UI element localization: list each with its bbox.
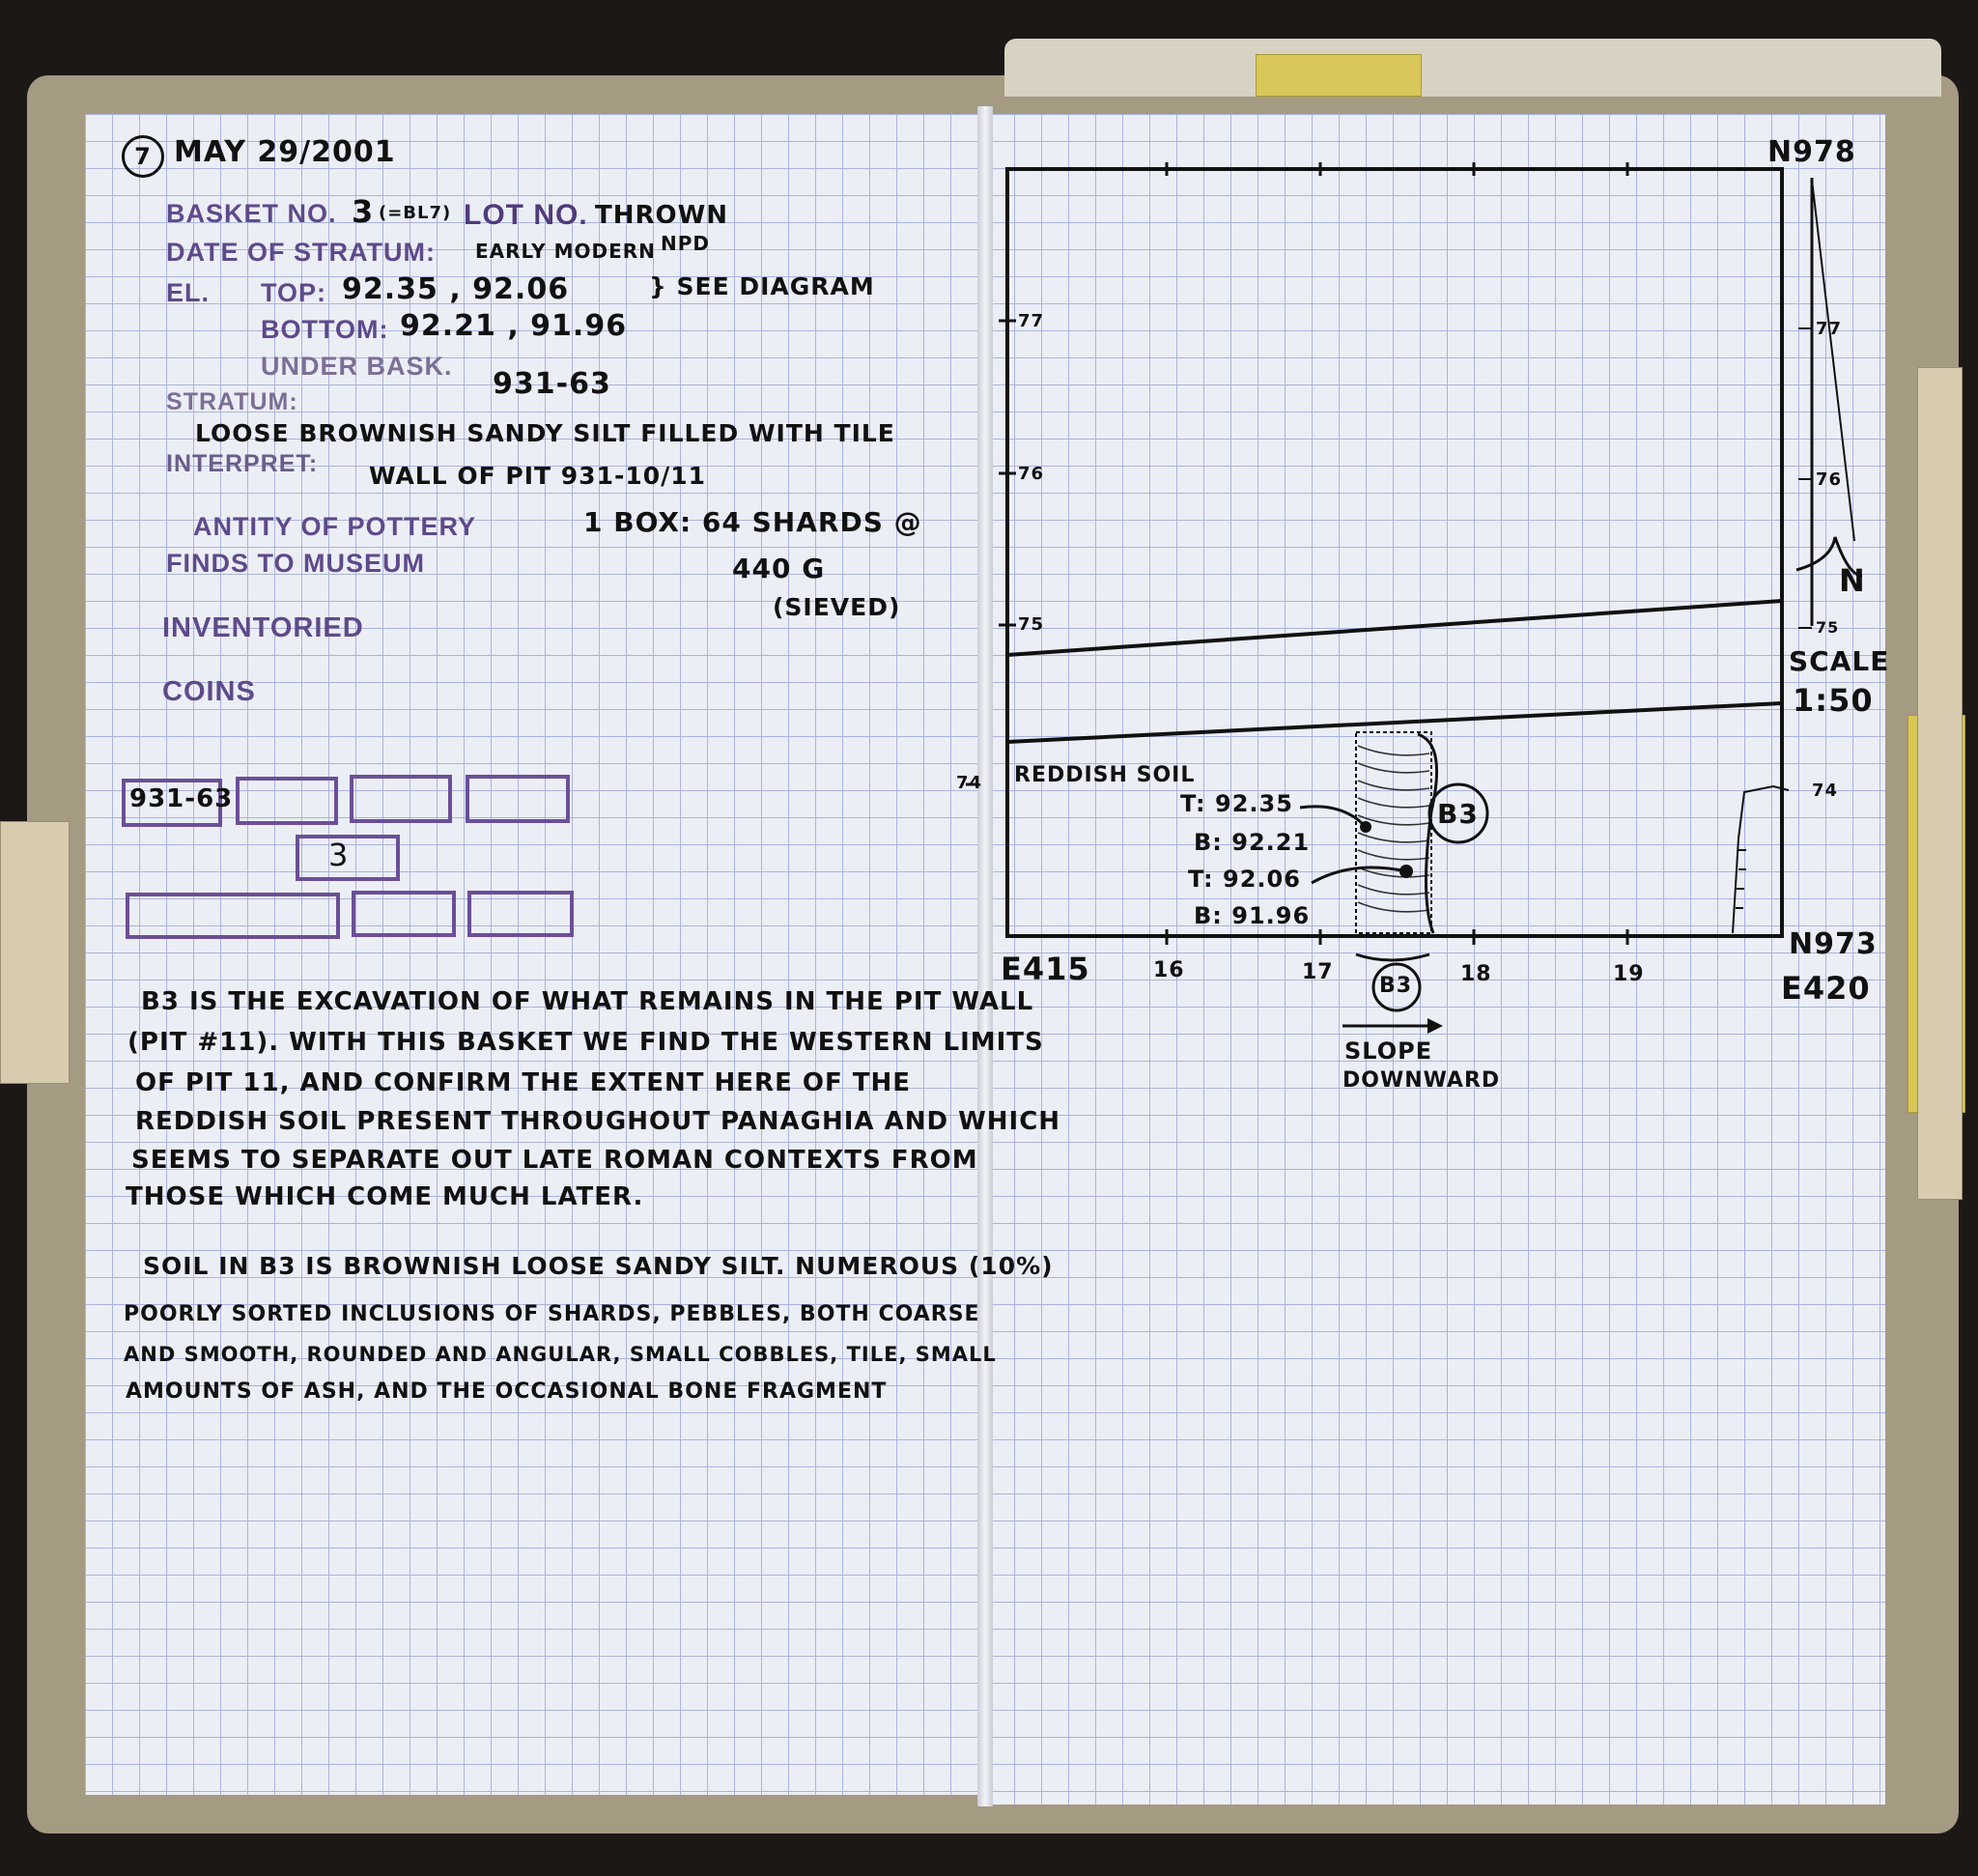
scale-value: 1:50 (1793, 682, 1874, 719)
grid-end-label: E420 (1781, 970, 1871, 1007)
section-frame (1007, 169, 1782, 936)
el-label: EL. (166, 278, 211, 307)
y-tick-left-76: 76 (1018, 464, 1045, 484)
note-line-2: (PIT #11). WITH THIS BASKET WE FIND THE WESTERN LIMITS (127, 1028, 1044, 1057)
stamp-box-basket-text: 931-63 (129, 784, 234, 813)
top-value: 92.35 , 92.06 (342, 272, 570, 306)
x-tick-16: 16 (1153, 958, 1185, 982)
upper-stratum-line (1007, 601, 1782, 655)
b3-hatched-area (1356, 732, 1431, 933)
x-tick-17: 17 (1302, 960, 1334, 984)
interpret-label: INTERPRET: (166, 450, 319, 477)
b3-label: B3 (1437, 798, 1479, 830)
day-number: 7 (122, 135, 164, 178)
corner-top-label: N978 (1767, 135, 1856, 169)
date-of-stratum-label: DATE OF STRATUM: (166, 238, 436, 267)
b3-bottom-label: B3 (1379, 974, 1413, 998)
inventoried-label: INVENTORIED (162, 612, 364, 643)
north-label: N (1839, 562, 1866, 599)
bottom-brace (1356, 954, 1429, 960)
y-tick-left-75: 75 (1018, 614, 1045, 635)
npd-note: NPD (661, 232, 710, 255)
elevation-top-1: T: 92.35 (1180, 790, 1293, 817)
under-basket-label: UNDER BASK. (261, 352, 453, 381)
quantity-value: 1 BOX: 64 SHARDS @ (583, 506, 922, 538)
quantity-label: ANTITY OF POTTERY (193, 512, 477, 541)
slope-arrow-head (1427, 1018, 1443, 1034)
lot-value: THROWN (595, 201, 729, 230)
corner-bottom-label: N973 (1789, 927, 1878, 961)
slope-label-2: DOWNWARD (1342, 1068, 1501, 1093)
b3-brace (1418, 734, 1437, 933)
interpret-value: WALL OF PIT 931-10/11 (369, 462, 707, 490)
scale-bar-ticks (1798, 328, 1812, 628)
note-line-4: REDDISH SOIL PRESENT THROUGHOUT PANAGHIA AND WHICH (135, 1107, 1061, 1136)
y-tick-right-76: 76 (1816, 469, 1843, 490)
stratum-value: LOOSE BROWNISH SANDY SILT FILLED WITH TILE (195, 419, 895, 447)
x-tick-18: 18 (1460, 962, 1492, 986)
elevation-bottom-2: B: 91.96 (1194, 902, 1311, 929)
elevation-dot-1 (1360, 821, 1371, 833)
stamp-box-center-text: 3 (328, 837, 350, 873)
see-diagram: } SEE DIAGRAM (649, 272, 875, 300)
slope-label-1: SLOPE (1344, 1037, 1433, 1065)
coins-label: COINS (162, 676, 256, 707)
note-line-1: B3 IS THE EXCAVATION OF WHAT REMAINS IN THE PIT WALL (141, 987, 1034, 1016)
under-basket-value: 931-63 (493, 367, 611, 401)
lot-label: LOT NO. (464, 199, 588, 231)
soil-line-4: AMOUNTS OF ASH, AND THE OCCASIONAL BONE FRAGMENT (126, 1379, 888, 1404)
soil-line-2: POORLY SORTED INCLUSIONS OF SHARDS, PEBBLES, BOTH COARSE (124, 1302, 980, 1326)
basket-note: (=BL7) (379, 203, 452, 223)
y-tick-left-74: 74 (956, 773, 983, 793)
date-of-stratum-value: EARLY MODERN (475, 240, 656, 263)
y-tick-right-77: 77 (1816, 319, 1843, 339)
stratum-label: STRATUM: (166, 388, 298, 415)
sieved-note: (SIEVED) (773, 593, 901, 621)
weight-value: 440 G (732, 553, 826, 584)
reddish-soil-label: REDDISH SOIL (1014, 763, 1196, 787)
scale-label: SCALE (1789, 645, 1890, 677)
finds-label: FINDS TO MUSEUM (166, 549, 426, 578)
elevation-dot-2 (1399, 865, 1413, 878)
note-line-3: OF PIT 11, AND CONFIRM THE EXTENT HERE OF THE (135, 1068, 912, 1097)
reddish-soil-line (1007, 703, 1782, 742)
soil-line-3: AND SMOOTH, ROUNDED AND ANGULAR, SMALL COBBLES, TILE, SMALL (124, 1343, 997, 1366)
soil-line-1: SOIL IN B3 IS BROWNISH LOOSE SANDY SILT. NUMEROUS (10%) (143, 1252, 1054, 1280)
elevation-top-2: T: 92.06 (1188, 866, 1301, 893)
note-line-6: THOSE WHICH COME MUCH LATER. (126, 1182, 644, 1211)
elevation-bottom-1: B: 92.21 (1194, 829, 1311, 856)
y-tick-right-74: 74 (1812, 781, 1839, 801)
grid-start-label: E415 (1001, 951, 1090, 987)
basket-label: BASKET NO. (166, 199, 337, 228)
top-label: TOP: (261, 278, 327, 307)
bottom-value: 92.21 , 91.96 (400, 309, 628, 343)
x-tick-19: 19 (1613, 962, 1645, 986)
bottom-label: BOTTOM: (261, 315, 389, 344)
y-tick-left-77: 77 (1018, 311, 1045, 331)
pointer-bottom (1312, 867, 1406, 883)
y-tick-right-75: 75 (1816, 618, 1840, 637)
basket-value: 3 (352, 193, 375, 230)
page-date: MAY 29/2001 (174, 135, 396, 169)
note-line-5: SEEMS TO SEPARATE OUT LATE ROMAN CONTEXTS FROM (131, 1146, 978, 1175)
